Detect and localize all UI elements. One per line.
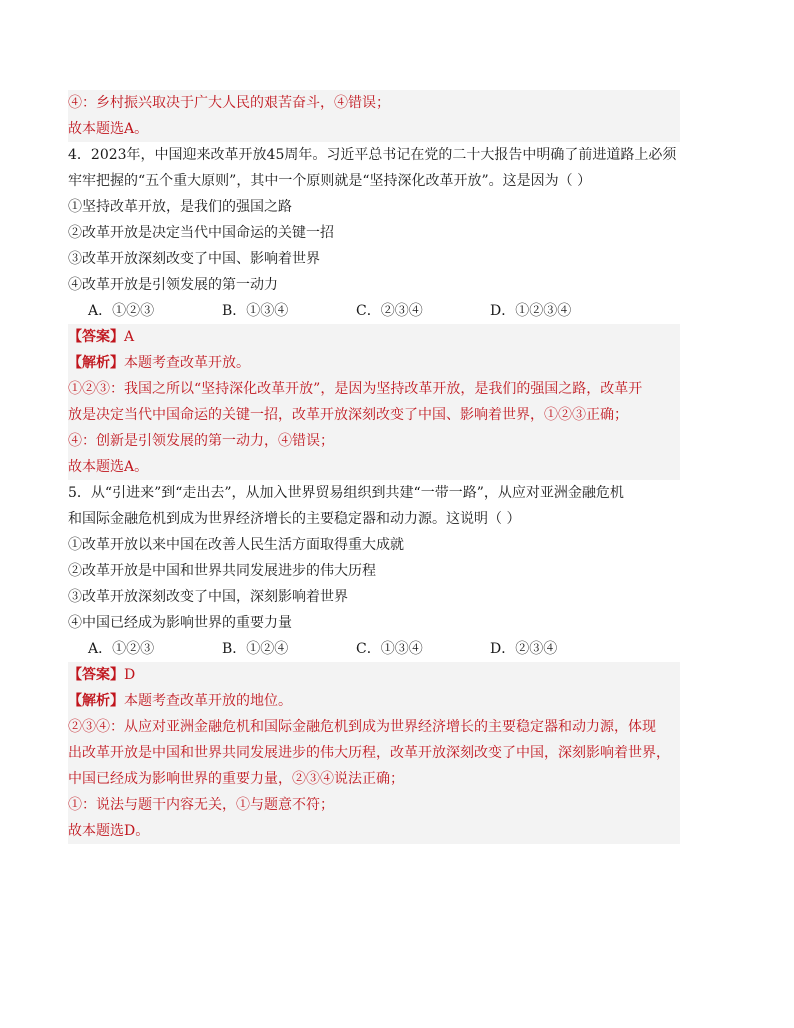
q4-answer-label: 【答案】 xyxy=(68,329,124,345)
q3-explanation-4: ④：乡村振兴取决于广大人民的艰苦奋斗，④错误； xyxy=(68,90,680,116)
q5-answer-value: D xyxy=(124,667,136,683)
q5-analysis xyxy=(68,688,680,714)
q4-analysis xyxy=(68,350,680,376)
q5-conclusion: 故本题选D。 xyxy=(68,818,680,844)
q4-analysis-label: 【解析】 xyxy=(68,355,124,371)
q4-options xyxy=(68,298,680,324)
q3-conclusion: 故本题选A。 xyxy=(68,116,680,142)
q4-option-a: A．①②③ xyxy=(88,303,155,319)
q4-explanation-2: 放是决定当代中国命运的关键一招，改革开放深刻改变了中国、影响着世界，①②③正确； xyxy=(68,402,680,428)
q5-explanation-4: ①：说法与题干内容无关，①与题意不符； xyxy=(68,792,680,818)
q5-item-2: ②改革开放是中国和世界共同发展进步的伟大历程 xyxy=(68,563,376,579)
q5-item-3: ③改革开放深刻改变了中国，深刻影响着世界 xyxy=(68,589,348,605)
q5-option-a: A．①②③ xyxy=(88,641,155,657)
q4-explanation-3: ④：创新是引领发展的第一动力，④错误； xyxy=(68,428,680,454)
q4-item-2: ②改革开放是决定当代中国命运的关键一招 xyxy=(68,225,334,241)
q4-conclusion: 故本题选A。 xyxy=(68,454,680,480)
q4-answer-value: A xyxy=(124,329,135,345)
q5-explanation-2: 出改革开放是中国和世界共同发展进步的伟大历程，改革开放深刻改变了中国，深刻影响着世界， xyxy=(68,740,680,766)
q5-option-c: C．①③④ xyxy=(356,641,423,657)
q5-explanation-1: ②③④：从应对亚洲金融危机和国际金融危机到成为世界经济增长的主要稳定器和动力源，体现 xyxy=(68,714,680,740)
q5-item-4: ④中国已经成为影响世界的重要力量 xyxy=(68,615,292,631)
q5-item-1: ①改革开放以来中国在改善人民生活方面取得重大成就 xyxy=(68,537,404,553)
q4-item-3: ③改革开放深刻改变了中国、影响着世界 xyxy=(68,251,320,267)
q5-options xyxy=(68,636,680,662)
q5-analysis-label: 【解析】 xyxy=(68,693,124,709)
q5-answer-label: 【答案】 xyxy=(68,667,124,683)
q4-item-1: ①坚持改革开放，是我们的强国之路 xyxy=(68,199,292,215)
q4-stem-line1: 4．2023年，中国迎来改革开放45周年。习近平总书记在党的二十大报告中明确了前进道路上必须 xyxy=(68,147,677,163)
q5-explanation-3: 中国已经成为影响世界的重要力量，②③④说法正确； xyxy=(68,766,680,792)
q4-explanation-1: ①②③：我国之所以“坚持深化改革开放”，是因为坚持改革开放，是我们的强国之路，改革开 xyxy=(68,376,680,402)
q4-stem-line2: 牢牢把握的“五个重大原则”，其中一个原则就是“坚持深化改革开放”。这是因为（ ） xyxy=(68,173,592,189)
q4-option-b: B．①③④ xyxy=(222,303,289,319)
q5-analysis-text: 本题考查改革开放的地位。 xyxy=(124,693,292,709)
q5-stem-line2: 和国际金融危机到成为世界经济增长的主要稳定器和动力源。这说明（ ） xyxy=(68,511,521,527)
q5-option-b: B．①②④ xyxy=(222,641,289,657)
q4-option-d: D．①②③④ xyxy=(490,303,572,319)
q5-answer xyxy=(68,662,680,688)
q4-answer xyxy=(68,324,680,350)
q4-item-4: ④改革开放是引领发展的第一动力 xyxy=(68,277,278,293)
q4-analysis-text: 本题考查改革开放。 xyxy=(124,355,250,371)
q5-stem-line1: 5．从“引进来”到“走出去”，从加入世界贸易组织到共建“一带一路”，从应对亚洲金融危机 xyxy=(68,485,624,501)
document-page xyxy=(68,90,680,844)
q5-option-d: D．②③④ xyxy=(490,641,558,657)
q4-option-c: C．②③④ xyxy=(356,303,423,319)
